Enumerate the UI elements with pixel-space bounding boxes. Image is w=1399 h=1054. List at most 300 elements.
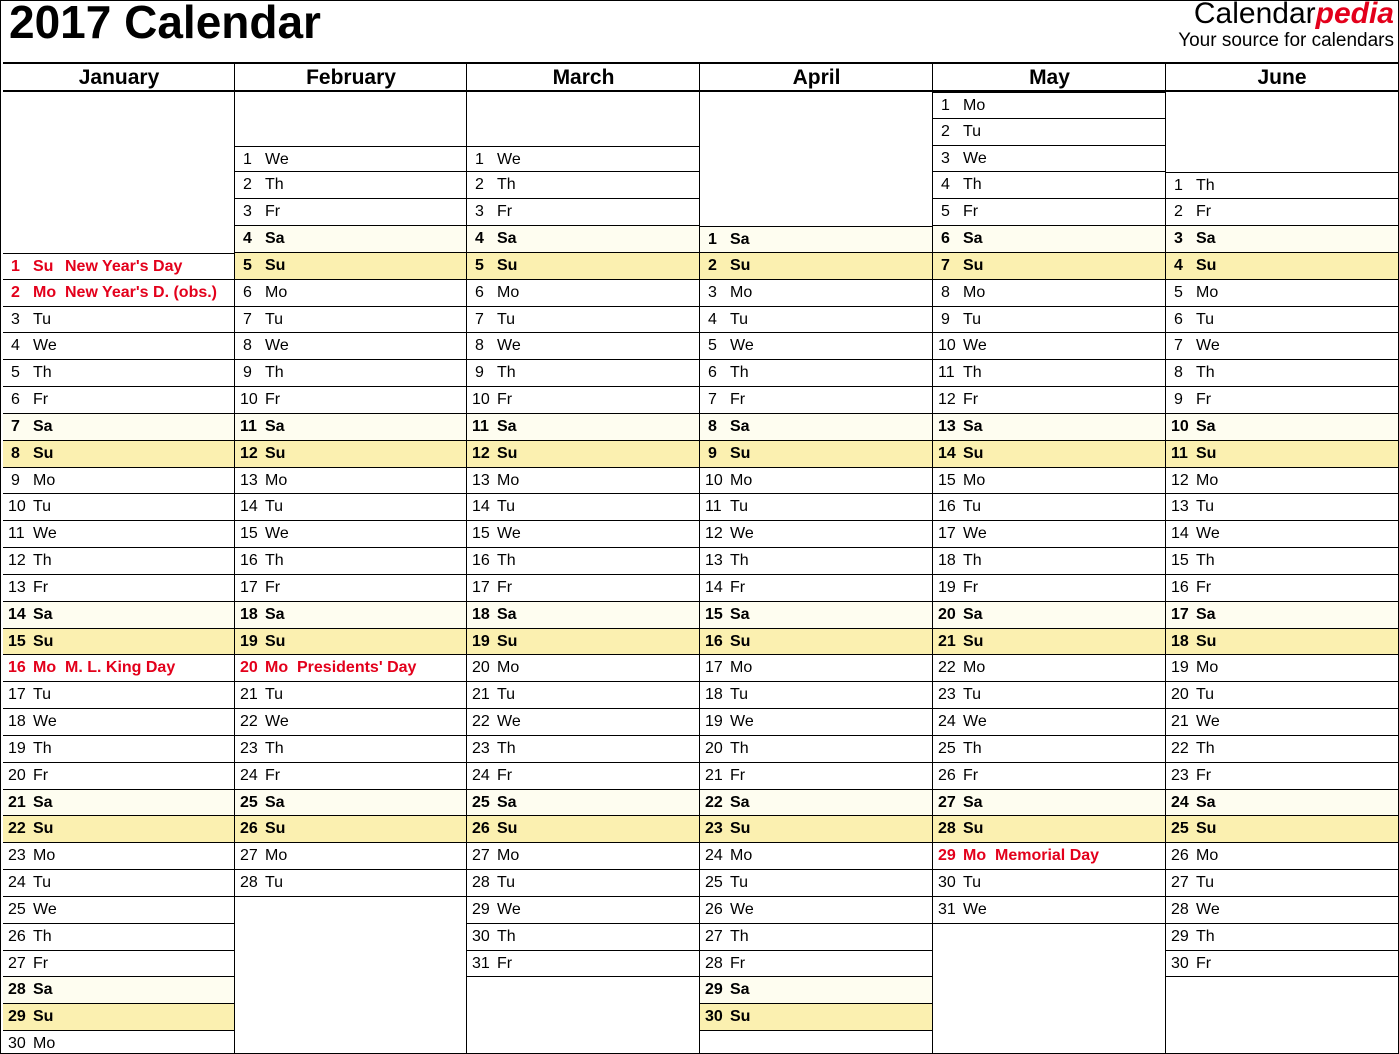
day-number: 26 xyxy=(8,927,26,945)
day-row xyxy=(235,146,467,173)
day-row xyxy=(700,602,933,629)
logo-wordmark xyxy=(1178,0,1394,31)
day-number: 21 xyxy=(8,793,26,811)
day-number: 4 xyxy=(243,230,252,248)
day-number: 12 xyxy=(8,552,26,570)
weekday: Su xyxy=(497,632,518,650)
weekday: Su xyxy=(265,632,286,650)
day-row xyxy=(467,172,700,199)
weekday: We xyxy=(963,337,987,355)
day-row xyxy=(933,682,1166,709)
weekday: Su xyxy=(497,444,518,462)
day-row xyxy=(933,468,1166,495)
weekday: Su xyxy=(1196,444,1217,462)
day-number: 24 xyxy=(472,766,490,784)
day-number: 19 xyxy=(938,578,956,596)
day-number: 1 xyxy=(941,97,950,114)
day-number: 9 xyxy=(708,444,717,462)
day-number: 14 xyxy=(705,578,723,596)
day-row xyxy=(467,763,700,790)
weekday: Mo xyxy=(730,659,753,677)
weekday: Fr xyxy=(1196,954,1212,972)
weekday: Su xyxy=(1196,256,1217,274)
day-number: 1 xyxy=(243,150,252,168)
day-number: 14 xyxy=(8,605,26,623)
weekday: Tu xyxy=(1196,310,1215,328)
day-number: 14 xyxy=(1171,525,1189,543)
weekday: Tu xyxy=(265,874,284,892)
day-number: 10 xyxy=(240,391,258,409)
day-row xyxy=(700,521,933,548)
day-row xyxy=(467,870,700,897)
day-row xyxy=(1166,468,1398,495)
day-row xyxy=(700,548,933,575)
month-header: May xyxy=(933,62,1166,92)
weekday: We xyxy=(963,713,987,731)
day-number: 29 xyxy=(938,847,956,865)
day-number: 15 xyxy=(240,525,258,543)
weekday: Fr xyxy=(265,766,281,784)
weekday: Su xyxy=(497,820,518,838)
day-row xyxy=(1166,414,1398,441)
day-row xyxy=(933,172,1166,199)
weekday: Fr xyxy=(33,766,49,784)
day-row xyxy=(235,172,467,199)
weekday: Sa xyxy=(730,981,750,999)
month-column-january xyxy=(3,62,235,1053)
weekday: Su xyxy=(33,632,54,650)
weekday: Mo xyxy=(963,471,986,489)
day-number: 4 xyxy=(941,176,950,194)
weekday: Tu xyxy=(265,498,284,516)
weekday: Mo xyxy=(497,659,520,677)
day-number: 28 xyxy=(938,820,956,838)
weekday: Su xyxy=(265,256,286,274)
day-row xyxy=(467,736,700,763)
day-row xyxy=(933,307,1166,334)
day-row xyxy=(467,146,700,173)
weekday: Fr xyxy=(33,578,49,596)
weekday: Sa xyxy=(33,417,53,435)
weekday: Fr xyxy=(33,954,49,972)
day-row xyxy=(235,709,467,736)
day-number: 20 xyxy=(8,766,26,784)
day-row xyxy=(700,333,933,360)
day-number: 13 xyxy=(1171,498,1189,516)
day-row xyxy=(933,226,1166,253)
day-row xyxy=(235,199,467,226)
weekday: Mo xyxy=(33,283,57,301)
day-row xyxy=(467,602,700,629)
weekday: Fr xyxy=(963,391,979,409)
weekday: Tu xyxy=(497,310,516,328)
day-number: 12 xyxy=(705,525,723,543)
month-header: April xyxy=(700,62,933,92)
weekday: We xyxy=(963,149,987,167)
month-divider xyxy=(1165,62,1166,1053)
day-row xyxy=(3,790,235,817)
day-number: 13 xyxy=(705,552,723,570)
day-number: 15 xyxy=(1171,552,1189,570)
weekday: Fr xyxy=(963,766,979,784)
weekday: Fr xyxy=(963,578,979,596)
weekday: Su xyxy=(265,444,286,462)
weekday: Sa xyxy=(497,793,517,811)
day-number: 15 xyxy=(705,605,723,623)
logo-brand-accent: pedia xyxy=(1315,0,1394,30)
day-number: 31 xyxy=(472,954,490,972)
day-number: 23 xyxy=(240,739,258,757)
weekday: Su xyxy=(33,444,54,462)
day-number: 30 xyxy=(472,927,490,945)
weekday: Sa xyxy=(497,605,517,623)
weekday: Mo xyxy=(963,659,986,677)
day-row xyxy=(1166,333,1398,360)
weekday: Sa xyxy=(963,793,983,811)
logo-tagline: Your source for calendars xyxy=(1178,30,1394,51)
weekday: Th xyxy=(497,927,516,945)
day-number: 13 xyxy=(240,471,258,489)
weekday: Tu xyxy=(497,498,516,516)
day-row xyxy=(235,468,467,495)
weekday: We xyxy=(1196,713,1220,731)
weekday: We xyxy=(497,337,521,355)
day-row xyxy=(235,736,467,763)
day-row xyxy=(1166,441,1398,468)
day-row xyxy=(235,307,467,334)
day-row xyxy=(933,655,1166,682)
day-row xyxy=(933,441,1166,468)
day-row xyxy=(1166,360,1398,387)
day-number: 6 xyxy=(941,230,950,248)
day-row xyxy=(1166,280,1398,307)
weekday: Mo xyxy=(730,283,753,301)
weekday: We xyxy=(730,337,754,355)
day-row xyxy=(235,790,467,817)
day-number: 2 xyxy=(475,176,484,194)
month-column-june xyxy=(1166,62,1398,1053)
day-number: 18 xyxy=(938,552,956,570)
day-row xyxy=(1166,843,1398,870)
day-number: 21 xyxy=(938,632,956,650)
day-row xyxy=(933,280,1166,307)
day-number: 19 xyxy=(705,713,723,731)
day-number: 12 xyxy=(938,391,956,409)
day-number: 30 xyxy=(938,874,956,892)
day-number: 25 xyxy=(1171,820,1189,838)
day-row xyxy=(700,307,933,334)
day-number: 26 xyxy=(472,820,490,838)
day-number: 22 xyxy=(1171,739,1189,757)
day-row xyxy=(235,763,467,790)
day-number: 27 xyxy=(472,847,490,865)
day-row xyxy=(3,629,235,656)
day-number: 6 xyxy=(11,391,20,409)
day-number: 4 xyxy=(11,337,20,355)
day-row xyxy=(933,387,1166,414)
day-row xyxy=(235,494,467,521)
day-row xyxy=(467,548,700,575)
day-number: 19 xyxy=(8,739,26,757)
weekday: Th xyxy=(1196,177,1215,195)
weekday: Th xyxy=(730,927,749,945)
day-number: 22 xyxy=(240,713,258,731)
day-number: 22 xyxy=(938,659,956,677)
weekday: We xyxy=(265,150,289,168)
weekday: Th xyxy=(497,176,516,194)
day-number: 20 xyxy=(472,659,490,677)
day-number: 2 xyxy=(941,122,950,140)
weekday: Mo xyxy=(497,847,520,865)
weekday: Fr xyxy=(1196,578,1212,596)
month-header: June xyxy=(1166,62,1398,92)
weekday: Sa xyxy=(497,230,517,248)
day-row xyxy=(700,709,933,736)
weekday: Sa xyxy=(1196,793,1216,811)
day-number: 24 xyxy=(8,874,26,892)
weekday: Tu xyxy=(1196,686,1215,704)
weekday: Sa xyxy=(497,417,517,435)
day-number: 17 xyxy=(240,578,258,596)
day-number: 13 xyxy=(938,417,956,435)
day-row xyxy=(235,816,467,843)
day-row xyxy=(3,521,235,548)
day-number: 1 xyxy=(475,150,484,168)
weekday: Mo xyxy=(265,847,288,865)
day-number: 7 xyxy=(708,391,717,409)
day-row xyxy=(467,226,700,253)
month-divider xyxy=(932,62,933,1053)
weekday: Tu xyxy=(497,686,516,704)
day-row xyxy=(3,494,235,521)
day-row xyxy=(3,924,235,951)
day-row xyxy=(700,575,933,602)
day-row xyxy=(700,441,933,468)
day-number: 11 xyxy=(1171,444,1188,462)
day-number: 1 xyxy=(11,257,20,275)
weekday: Th xyxy=(265,552,284,570)
day-row xyxy=(467,387,700,414)
weekday: Mo xyxy=(33,1035,56,1053)
day-row xyxy=(700,682,933,709)
day-row xyxy=(235,548,467,575)
day-number: 26 xyxy=(705,900,723,918)
holiday-name: New Year's Day xyxy=(65,257,183,275)
weekday: Fr xyxy=(730,954,746,972)
weekday: Th xyxy=(963,176,982,194)
day-number: 10 xyxy=(938,337,956,355)
weekday: Th xyxy=(963,364,982,382)
weekday: We xyxy=(265,713,289,731)
day-number: 16 xyxy=(1171,578,1189,596)
day-row xyxy=(933,253,1166,280)
day-number: 8 xyxy=(11,444,20,462)
day-number: 17 xyxy=(938,525,956,543)
weekday: Th xyxy=(1196,552,1215,570)
holiday-row xyxy=(3,280,235,307)
day-row xyxy=(467,360,700,387)
weekday: We xyxy=(963,900,987,918)
day-number: 7 xyxy=(475,310,484,328)
day-row xyxy=(1166,763,1398,790)
day-row xyxy=(3,333,235,360)
day-row xyxy=(700,951,933,978)
day-row xyxy=(467,494,700,521)
day-row xyxy=(933,816,1166,843)
weekday: Th xyxy=(33,364,52,382)
day-number: 3 xyxy=(475,203,484,221)
day-number: 23 xyxy=(705,820,723,838)
day-row xyxy=(1166,951,1398,978)
day-row xyxy=(700,494,933,521)
calendarpedia-logo[interactable] xyxy=(1178,0,1394,51)
day-row xyxy=(1166,199,1398,226)
day-number: 23 xyxy=(472,739,490,757)
day-number: 11 xyxy=(472,417,489,435)
day-number: 9 xyxy=(1174,391,1183,409)
weekday: We xyxy=(265,525,289,543)
weekday: Mo xyxy=(963,97,986,114)
day-row xyxy=(467,951,700,978)
day-number: 11 xyxy=(705,498,722,516)
weekday: Mo xyxy=(1196,283,1219,301)
day-row xyxy=(1166,387,1398,414)
weekday: Sa xyxy=(265,230,285,248)
day-row xyxy=(933,897,1166,924)
day-number: 16 xyxy=(472,552,490,570)
page-title: 2017 Calendar xyxy=(9,0,321,48)
day-row xyxy=(1166,736,1398,763)
day-row xyxy=(1166,548,1398,575)
day-number: 13 xyxy=(8,578,26,596)
day-number: 7 xyxy=(243,310,252,328)
day-row xyxy=(700,629,933,656)
weekday: Mo xyxy=(730,471,753,489)
day-number: 20 xyxy=(240,659,258,677)
weekday: We xyxy=(33,713,57,731)
day-row xyxy=(235,602,467,629)
weekday: Fr xyxy=(265,203,281,221)
day-row xyxy=(467,816,700,843)
weekday: Fr xyxy=(33,391,49,409)
day-number: 25 xyxy=(472,793,490,811)
day-row xyxy=(933,763,1166,790)
weekday: Fr xyxy=(497,578,513,596)
day-row xyxy=(3,736,235,763)
day-number: 2 xyxy=(11,283,20,301)
weekday: Su xyxy=(963,632,984,650)
day-row xyxy=(467,280,700,307)
day-number: 7 xyxy=(941,256,950,274)
day-row xyxy=(933,790,1166,817)
day-row xyxy=(1166,682,1398,709)
weekday: Th xyxy=(730,364,749,382)
day-number: 8 xyxy=(708,417,717,435)
day-row xyxy=(3,763,235,790)
day-row xyxy=(933,146,1166,173)
weekday: Fr xyxy=(730,578,746,596)
month-column-may xyxy=(933,62,1166,1053)
day-row xyxy=(1166,709,1398,736)
day-number: 28 xyxy=(240,874,258,892)
day-number: 3 xyxy=(941,149,950,167)
weekday: Th xyxy=(265,364,284,382)
day-number: 10 xyxy=(1171,417,1189,435)
day-row xyxy=(1166,307,1398,334)
weekday: Su xyxy=(33,1008,54,1026)
weekday: We xyxy=(33,337,57,355)
day-row xyxy=(700,977,933,1004)
weekday: Su xyxy=(963,256,984,274)
day-row xyxy=(3,414,235,441)
weekday: Sa xyxy=(1196,605,1216,623)
weekday: Tu xyxy=(963,498,982,516)
weekday: Th xyxy=(730,552,749,570)
weekday: Fr xyxy=(1196,203,1212,221)
day-number: 16 xyxy=(8,659,26,677)
weekday: Sa xyxy=(963,230,983,248)
month-column-february xyxy=(235,62,467,1053)
month-column-march xyxy=(467,62,700,1053)
day-number: 26 xyxy=(240,820,258,838)
weekday: Sa xyxy=(1196,230,1216,248)
day-number: 4 xyxy=(475,230,484,248)
month-column-april xyxy=(700,62,933,1053)
day-number: 27 xyxy=(1171,874,1189,892)
day-row xyxy=(235,253,467,280)
day-number: 29 xyxy=(1171,927,1189,945)
day-number: 29 xyxy=(8,1008,26,1026)
weekday: Th xyxy=(265,176,284,194)
weekday: Su xyxy=(730,632,751,650)
weekday: Su xyxy=(963,820,984,838)
day-number: 3 xyxy=(708,283,717,301)
day-row xyxy=(700,736,933,763)
day-row xyxy=(3,816,235,843)
day-row xyxy=(933,736,1166,763)
day-number: 18 xyxy=(8,713,26,731)
weekday: Th xyxy=(1196,927,1215,945)
day-number: 21 xyxy=(240,686,258,704)
day-number: 16 xyxy=(240,552,258,570)
day-number: 6 xyxy=(475,283,484,301)
day-number: 25 xyxy=(705,874,723,892)
day-row xyxy=(467,199,700,226)
day-row xyxy=(3,307,235,334)
day-row xyxy=(467,897,700,924)
weekday: Mo xyxy=(730,847,753,865)
day-row xyxy=(467,790,700,817)
day-row xyxy=(3,709,235,736)
weekday: Sa xyxy=(730,231,750,249)
day-number: 11 xyxy=(8,525,25,543)
day-number: 25 xyxy=(8,900,26,918)
weekday: We xyxy=(497,713,521,731)
holiday-row xyxy=(3,253,235,280)
weekday: Su xyxy=(1196,820,1217,838)
day-row xyxy=(3,897,235,924)
weekday: Tu xyxy=(963,310,982,328)
weekday: Sa xyxy=(265,605,285,623)
day-number: 27 xyxy=(8,954,26,972)
day-number: 24 xyxy=(705,847,723,865)
weekday: Mo xyxy=(1196,471,1219,489)
weekday: Su xyxy=(1196,632,1217,650)
weekday: Su xyxy=(730,256,751,274)
day-number: 18 xyxy=(240,605,258,623)
day-row xyxy=(235,387,467,414)
weekday: Mo xyxy=(497,283,520,301)
